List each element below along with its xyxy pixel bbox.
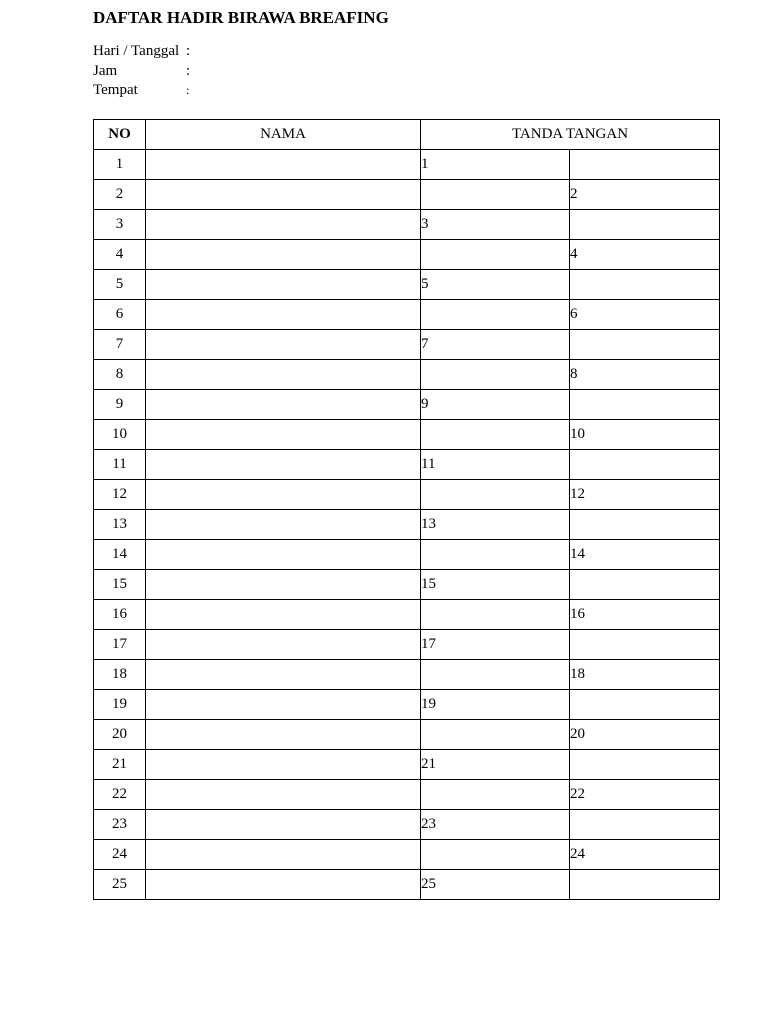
table-row bbox=[94, 600, 720, 630]
cell-nama[interactable] bbox=[146, 480, 421, 510]
info-row-jam bbox=[93, 62, 719, 82]
cell-signature-right[interactable] bbox=[570, 810, 720, 840]
cell-signature-left[interactable] bbox=[421, 540, 570, 570]
table-row bbox=[94, 300, 720, 330]
cell-nama[interactable] bbox=[146, 840, 421, 870]
cell-nama[interactable] bbox=[146, 690, 421, 720]
cell-signature-left[interactable]: 25 bbox=[421, 870, 570, 900]
cell-signature-left[interactable]: 5 bbox=[421, 270, 570, 300]
cell-no: 3 bbox=[94, 210, 146, 240]
cell-no: 21 bbox=[94, 750, 146, 780]
cell-signature-right[interactable]: 12 bbox=[570, 480, 720, 510]
table-row bbox=[94, 720, 720, 750]
cell-signature-left[interactable]: 7 bbox=[421, 330, 570, 360]
cell-no: 19 bbox=[94, 690, 146, 720]
cell-signature-right[interactable]: 20 bbox=[570, 720, 720, 750]
cell-nama[interactable] bbox=[146, 150, 421, 180]
cell-signature-right[interactable] bbox=[570, 270, 720, 300]
table-row bbox=[94, 810, 720, 840]
cell-no: 7 bbox=[94, 330, 146, 360]
document-title: DAFTAR HADIR BIRAWA BREAFING bbox=[93, 8, 389, 27]
table-row bbox=[94, 870, 720, 900]
info-label-tempat: Tempat bbox=[93, 82, 138, 98]
cell-no: 22 bbox=[94, 780, 146, 810]
cell-signature-left[interactable] bbox=[421, 420, 570, 450]
table-row bbox=[94, 660, 720, 690]
cell-signature-left[interactable]: 1 bbox=[421, 150, 570, 180]
cell-no: 5 bbox=[94, 270, 146, 300]
cell-signature-right[interactable] bbox=[570, 510, 720, 540]
table-row bbox=[94, 270, 720, 300]
cell-signature-right[interactable] bbox=[570, 750, 720, 780]
cell-signature-right[interactable] bbox=[570, 690, 720, 720]
cell-nama[interactable] bbox=[146, 660, 421, 690]
cell-nama[interactable] bbox=[146, 510, 421, 540]
cell-signature-left[interactable] bbox=[421, 360, 570, 390]
cell-no: 2 bbox=[94, 180, 146, 210]
cell-signature-right[interactable]: 10 bbox=[570, 420, 720, 450]
cell-nama[interactable] bbox=[146, 390, 421, 420]
info-colon: : bbox=[186, 62, 191, 79]
cell-no: 20 bbox=[94, 720, 146, 750]
cell-signature-left[interactable]: 21 bbox=[421, 750, 570, 780]
table-row bbox=[94, 330, 720, 360]
table-row bbox=[94, 240, 720, 270]
cell-no: 13 bbox=[94, 510, 146, 540]
cell-signature-left[interactable]: 3 bbox=[421, 210, 570, 240]
cell-signature-right[interactable] bbox=[570, 390, 720, 420]
table-row bbox=[94, 840, 720, 870]
table-row bbox=[94, 630, 720, 660]
cell-signature-left[interactable] bbox=[421, 720, 570, 750]
cell-signature-left[interactable] bbox=[421, 600, 570, 630]
info-label-jam: Jam bbox=[93, 62, 118, 79]
cell-signature-right[interactable]: 2 bbox=[570, 180, 720, 210]
cell-no: 4 bbox=[94, 240, 146, 270]
cell-nama[interactable] bbox=[146, 870, 421, 900]
cell-no: 17 bbox=[94, 630, 146, 660]
cell-no: 15 bbox=[94, 570, 146, 600]
cell-signature-left[interactable]: 23 bbox=[421, 810, 570, 840]
table-row bbox=[94, 510, 720, 540]
cell-nama[interactable] bbox=[146, 780, 421, 810]
cell-no: 25 bbox=[94, 870, 146, 900]
cell-nama[interactable] bbox=[146, 180, 421, 210]
info-row-hari-tanggal bbox=[93, 42, 719, 62]
cell-signature-left[interactable] bbox=[421, 180, 570, 210]
cell-signature-left[interactable]: 11 bbox=[421, 450, 570, 480]
cell-no: 10 bbox=[94, 420, 146, 450]
table-row bbox=[94, 750, 720, 780]
header-no: NO bbox=[94, 120, 146, 150]
cell-signature-right[interactable]: 6 bbox=[570, 300, 720, 330]
attendance-table bbox=[93, 119, 720, 900]
info-colon: : bbox=[186, 43, 191, 59]
header-nama: NAMA bbox=[146, 120, 421, 150]
cell-signature-left[interactable] bbox=[421, 780, 570, 810]
cell-signature-left[interactable]: 9 bbox=[421, 390, 570, 420]
cell-signature-right[interactable]: 24 bbox=[570, 840, 720, 870]
cell-signature-right[interactable] bbox=[570, 330, 720, 360]
cell-signature-right[interactable]: 18 bbox=[570, 660, 720, 690]
cell-signature-left[interactable] bbox=[421, 480, 570, 510]
cell-no: 23 bbox=[94, 810, 146, 840]
cell-nama[interactable] bbox=[146, 300, 421, 330]
cell-no: 11 bbox=[94, 450, 146, 480]
cell-signature-left[interactable] bbox=[421, 240, 570, 270]
info-row-tempat bbox=[93, 81, 719, 101]
cell-signature-right[interactable] bbox=[570, 870, 720, 900]
cell-no: 9 bbox=[94, 390, 146, 420]
cell-no: 8 bbox=[94, 360, 146, 390]
table-row bbox=[94, 540, 720, 570]
cell-signature-right[interactable]: 22 bbox=[570, 780, 720, 810]
cell-signature-left[interactable] bbox=[421, 300, 570, 330]
cell-signature-left[interactable]: 15 bbox=[421, 570, 570, 600]
cell-signature-right[interactable] bbox=[570, 570, 720, 600]
cell-signature-right[interactable]: 16 bbox=[570, 600, 720, 630]
cell-no: 14 bbox=[94, 540, 146, 570]
cell-signature-right[interactable]: 4 bbox=[570, 240, 720, 270]
table-body bbox=[94, 150, 720, 900]
document-info bbox=[93, 42, 719, 101]
table-row bbox=[94, 210, 720, 240]
cell-no: 12 bbox=[94, 480, 146, 510]
cell-signature-left[interactable]: 13 bbox=[421, 510, 570, 540]
cell-signature-right[interactable] bbox=[570, 630, 720, 660]
table-row bbox=[94, 690, 720, 720]
cell-nama[interactable] bbox=[146, 540, 421, 570]
info-colon: : bbox=[186, 83, 190, 97]
table-row bbox=[94, 390, 720, 420]
document-page bbox=[93, 0, 719, 892]
table-row bbox=[94, 180, 720, 210]
cell-signature-right[interactable] bbox=[570, 150, 720, 180]
cell-signature-left[interactable] bbox=[421, 660, 570, 690]
cell-nama[interactable] bbox=[146, 360, 421, 390]
cell-no: 6 bbox=[94, 300, 146, 330]
cell-no: 18 bbox=[94, 660, 146, 690]
cell-nama[interactable] bbox=[146, 630, 421, 660]
cell-no: 24 bbox=[94, 840, 146, 870]
cell-signature-right[interactable] bbox=[570, 210, 720, 240]
cell-signature-left[interactable] bbox=[421, 840, 570, 870]
table-row bbox=[94, 360, 720, 390]
info-label-hari-tanggal: Hari / Tanggal bbox=[93, 43, 180, 59]
table-header-row bbox=[94, 120, 720, 150]
cell-no: 16 bbox=[94, 600, 146, 630]
table-row bbox=[94, 780, 720, 810]
cell-signature-right[interactable] bbox=[570, 450, 720, 480]
cell-nama[interactable] bbox=[146, 720, 421, 750]
cell-nama[interactable] bbox=[146, 570, 421, 600]
cell-nama[interactable] bbox=[146, 240, 421, 270]
header-tanda-tangan: TANDA TANGAN bbox=[421, 120, 720, 150]
cell-nama[interactable] bbox=[146, 810, 421, 840]
table-row bbox=[94, 150, 720, 180]
cell-no: 1 bbox=[94, 150, 146, 180]
table-row bbox=[94, 480, 720, 510]
cell-nama[interactable] bbox=[146, 270, 421, 300]
cell-nama[interactable] bbox=[146, 750, 421, 780]
table-row bbox=[94, 570, 720, 600]
table-row bbox=[94, 420, 720, 450]
cell-signature-right[interactable]: 8 bbox=[570, 360, 720, 390]
cell-nama[interactable] bbox=[146, 210, 421, 240]
cell-nama[interactable] bbox=[146, 600, 421, 630]
cell-signature-right[interactable]: 14 bbox=[570, 540, 720, 570]
cell-nama[interactable] bbox=[146, 420, 421, 450]
cell-nama[interactable] bbox=[146, 450, 421, 480]
cell-signature-left[interactable]: 17 bbox=[421, 630, 570, 660]
table-row bbox=[94, 450, 720, 480]
cell-signature-left[interactable]: 19 bbox=[421, 690, 570, 720]
cell-nama[interactable] bbox=[146, 330, 421, 360]
